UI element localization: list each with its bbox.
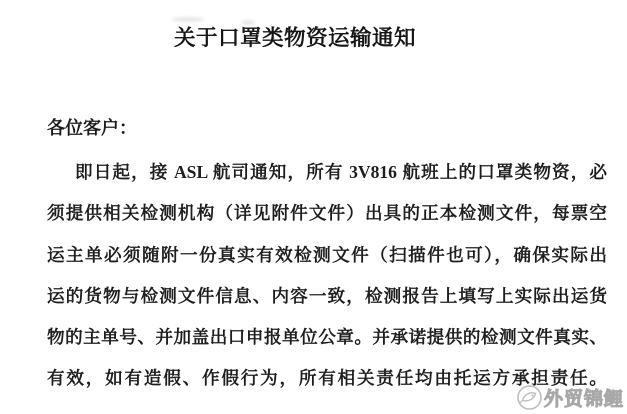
body-line: 运主单必须随附一份真实有效检测文件（扫描件也可），确保实际出 (47, 244, 607, 265)
body-line: 物的主单号、并加盖出口申报单位公章。并承诺提供的检测文件真实、 (47, 327, 607, 348)
body-line: 即日起，接 ASL 航司通知，所有 3V816 航班上的口罩类物资，必 (75, 162, 607, 182)
salutation: 各位客户： (47, 118, 137, 138)
body-line: 有效，如有造假、作假行为，所有相关责任均由托运方承担责任。 (47, 368, 607, 389)
notice-paragraph (47, 152, 607, 400)
watermark-label: 外贸锦鲤 (543, 389, 624, 410)
page-title: 关于口罩类物资运输通知 (173, 26, 416, 50)
body-line: 须提供相关检测机构（详见附件文件）出具的正本检测文件，每票空 (47, 203, 607, 224)
body-line: 运的货物与检测文件信息、内容一致，检测报告上填写上实际出运货 (47, 285, 607, 306)
